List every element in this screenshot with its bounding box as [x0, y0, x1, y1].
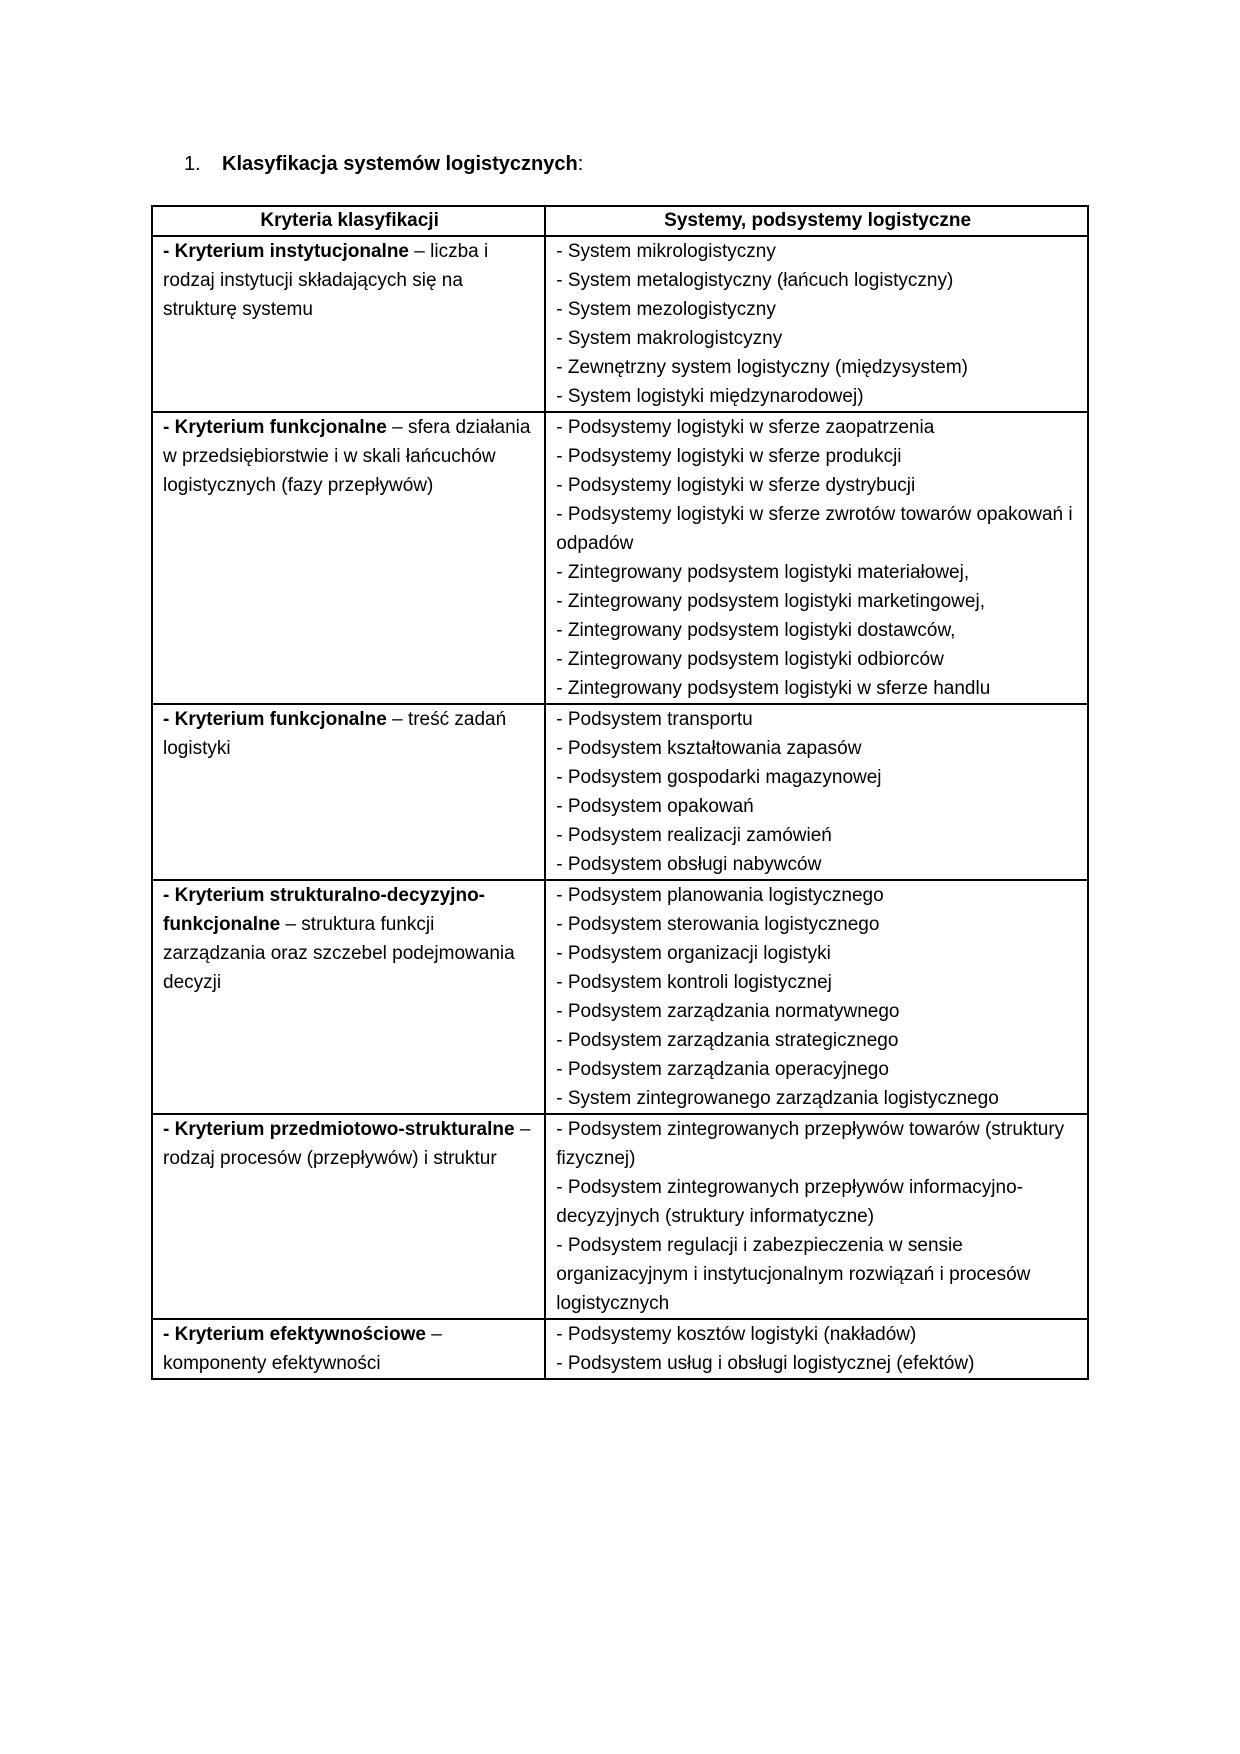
section-heading: [184, 150, 583, 178]
system-item: - System metalogistyczny (łańcuch logistyczny): [556, 270, 954, 291]
system-item: - System zintegrowanego zarządzania logistycznego: [556, 1088, 999, 1109]
criterion-name: - Kryterium funkcjonalne: [163, 417, 387, 438]
system-item: - Podsystem planowania logistycznego: [556, 885, 884, 906]
system-item: - Podsystemy kosztów logistyki (nakładów): [556, 1324, 917, 1345]
criterion-description: – liczba i rodzaj instytucji składających się na strukturę systemu: [163, 241, 489, 320]
table-row: [152, 1114, 1088, 1319]
system-item: - Podsystem sterowania logistycznego: [556, 914, 880, 935]
criterion-name: - Kryterium funkcjonalne: [163, 709, 387, 730]
criterion-description: – treść zadań logistyki: [163, 709, 507, 759]
system-item: - Podsystem usług i obsługi logistycznej (efektów): [556, 1353, 975, 1374]
system-item: - Zewnętrzny system logistyczny (międzysystem): [556, 357, 968, 378]
systems-cell: [545, 412, 1088, 704]
system-item: - Podsystem zintegrowanych przepływów towarów (struktury fizycznej): [556, 1119, 1065, 1169]
systems-cell: [545, 880, 1088, 1114]
criterion-name: - Kryterium przedmiotowo-strukturalne: [163, 1119, 515, 1140]
system-item: - Zintegrowany podsystem logistyki marketingowej,: [556, 591, 985, 612]
system-item: - Podsystem zintegrowanych przepływów informacyjno-decyzyjnych (struktury informatyczne): [556, 1177, 1023, 1227]
criterion-cell: [152, 236, 545, 412]
heading-suffix: :: [577, 153, 584, 175]
table-row: [152, 412, 1088, 704]
system-item: - System logistyki międzynarodowej): [556, 386, 864, 407]
system-item: - Podsystem gospodarki magazynowej: [556, 767, 882, 788]
criterion-cell: [152, 880, 545, 1114]
system-item: - Zintegrowany podsystem logistyki w sferze handlu: [556, 678, 991, 699]
system-item: - Podsystem organizacji logistyki: [556, 943, 831, 964]
criterion-cell: [152, 704, 545, 880]
table-row: [152, 1319, 1088, 1379]
column-header-systems: Systemy, podsystemy logistyczne: [545, 206, 1088, 236]
table-row: [152, 704, 1088, 880]
systems-cell: [545, 704, 1088, 880]
system-item: - Podsystem realizacji zamówień: [556, 825, 832, 846]
criterion-name: - Kryterium efektywnościowe: [163, 1324, 426, 1345]
system-item: - System mezologistyczny: [556, 299, 776, 320]
system-item: - Podsystem zarządzania operacyjnego: [556, 1059, 889, 1080]
system-item: - Podsystem opakowań: [556, 796, 754, 817]
systems-cell: [545, 236, 1088, 412]
classification-table: [151, 205, 1089, 1380]
system-item: - Podsystemy logistyki w sferze produkcji: [556, 446, 902, 467]
systems-cell: [545, 1114, 1088, 1319]
criterion-cell: [152, 1114, 545, 1319]
system-item: - Podsystem kontroli logistycznej: [556, 972, 832, 993]
table-row: [152, 236, 1088, 412]
system-item: - Podsystemy logistyki w sferze dystrybucji: [556, 475, 916, 496]
table-row: [152, 880, 1088, 1114]
system-item: - Zintegrowany podsystem logistyki dostawców,: [556, 620, 956, 641]
system-item: - Zintegrowany podsystem logistyki materiałowej,: [556, 562, 970, 583]
systems-cell: [545, 1319, 1088, 1379]
column-header-criteria: Kryteria klasyfikacji: [152, 206, 545, 236]
heading-title: Klasyfikacja systemów logistycznych: [222, 153, 578, 175]
system-item: - System mikrologistyczny: [556, 241, 776, 262]
system-item: - Podsystem zarządzania strategicznego: [556, 1030, 899, 1051]
criterion-cell: [152, 1319, 545, 1379]
system-item: - Podsystem transportu: [556, 709, 753, 730]
system-item: - Podsystem kształtowania zapasów: [556, 738, 862, 759]
system-item: - System makrologistcyzny: [556, 328, 783, 349]
system-item: - Podsystem obsługi nabywców: [556, 854, 822, 875]
system-item: - Podsystem zarządzania normatywnego: [556, 1001, 900, 1022]
table-header-row: [152, 206, 1088, 236]
criterion-description: – struktura funkcji zarządzania oraz szczebel podejmowania decyzji: [163, 914, 515, 993]
criterion-description: – rodzaj procesów (przepływów) i struktur: [163, 1119, 531, 1169]
criterion-cell: [152, 412, 545, 704]
criterion-description: – sfera działania w przedsiębiorstwie i w skali łańcuchów logistycznych (fazy przepływów): [163, 417, 531, 496]
system-item: - Podsystemy logistyki w sferze zaopatrzenia: [556, 417, 935, 438]
criterion-name: - Kryterium strukturalno-decyzyjno-funkcjonalne: [163, 885, 485, 935]
system-item: - Podsystemy logistyki w sferze zwrotów towarów opakowań i odpadów: [556, 504, 1073, 554]
system-item: - Zintegrowany podsystem logistyki odbiorców: [556, 649, 944, 670]
heading-number: 1.: [184, 153, 201, 175]
criterion-name: - Kryterium instytucjonalne: [163, 241, 409, 262]
criterion-description: – komponenty efektywności: [163, 1324, 442, 1374]
system-item: - Podsystem regulacji i zabezpieczenia w sensie organizacyjnym i instytucjonalnym rozwiązań i procesów logistycznych: [556, 1235, 1031, 1314]
